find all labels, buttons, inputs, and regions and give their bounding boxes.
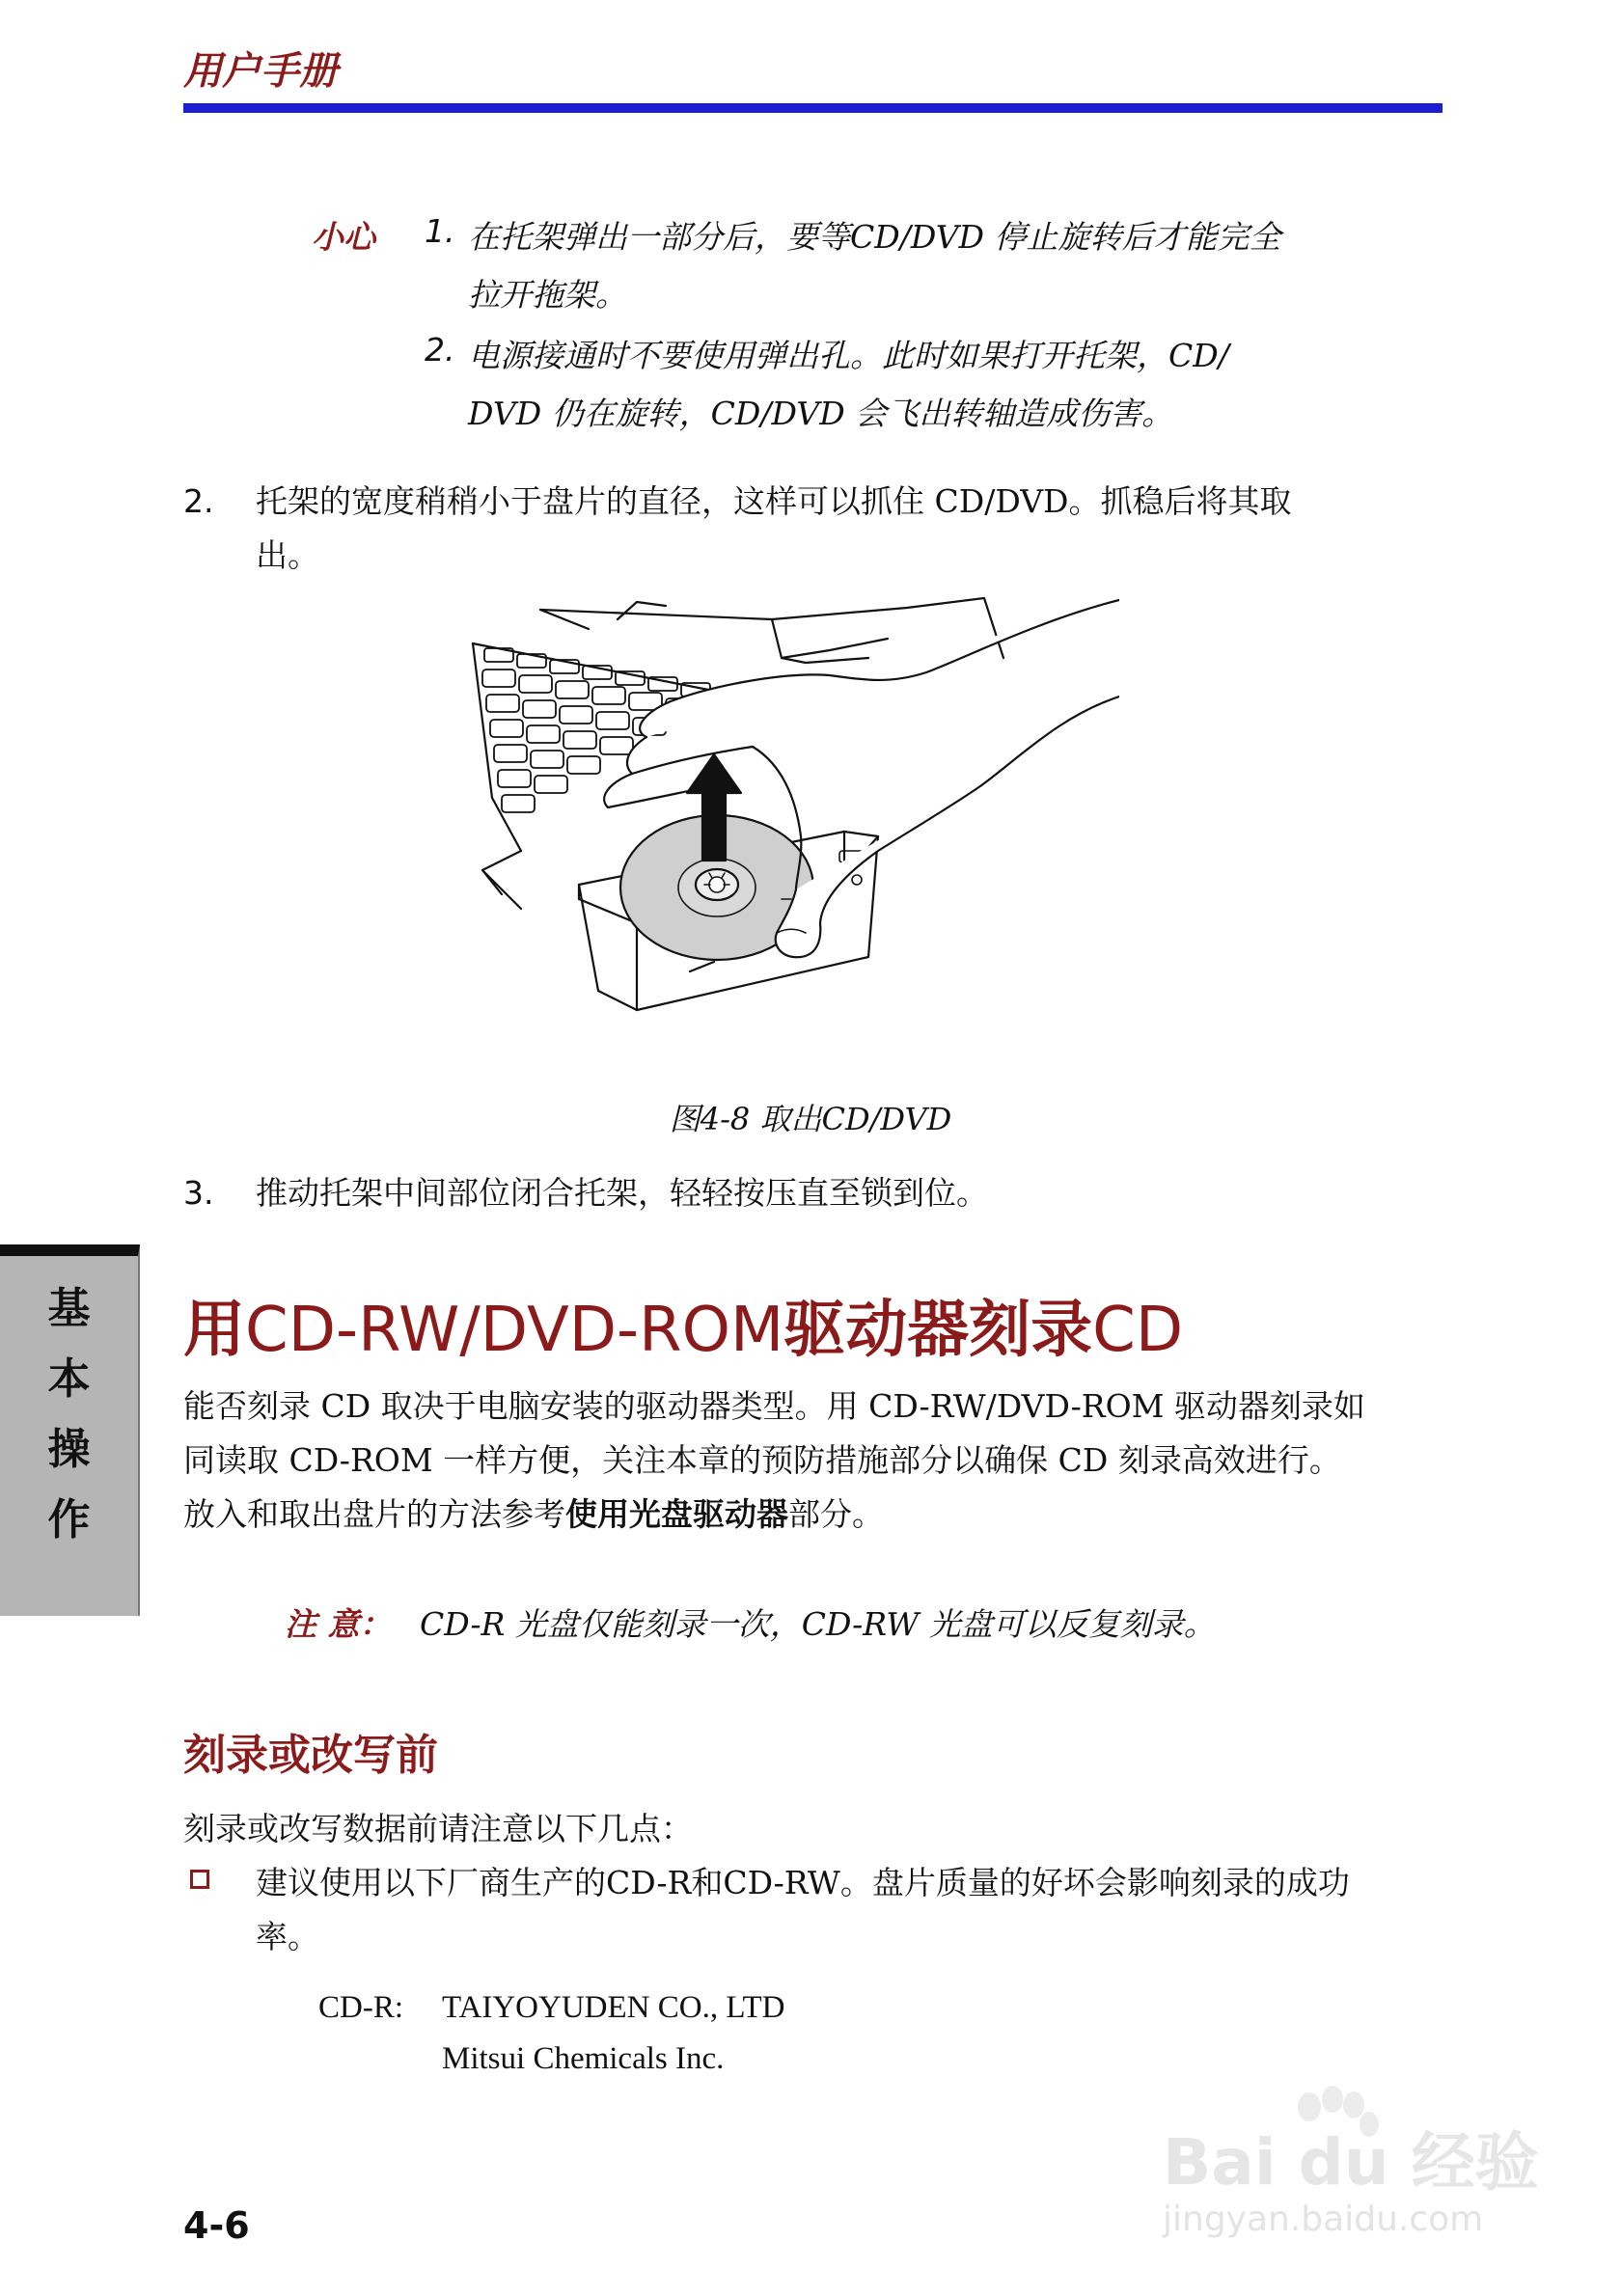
- watermark-url: jingyan.baidu.com: [1163, 2200, 1484, 2239]
- note-text: CD-R 光盘仅能刻录一次，CD-RW 光盘可以反复刻录。: [420, 1605, 1216, 1643]
- section-paragraph-line1: 能否刻录 CD 取决于电脑安装的驱动器类型。用 CD-RW/DVD-ROM 驱动器刻录如: [183, 1387, 1365, 1425]
- section-heading-prefix: 用: [183, 1295, 245, 1366]
- section-paragraph-line3-post: 部分。: [788, 1495, 884, 1533]
- vendor-label: CD-R:: [318, 1990, 404, 2025]
- note-label: 注 意：: [285, 1605, 392, 1643]
- step-2-line1: 托架的宽度稍稍小于盘片的直径，这样可以抓住 CD/DVD。抓稳后将其取: [256, 482, 1292, 520]
- caution-item-2-number: 2.: [425, 331, 455, 369]
- caution-item-1-line1: 在托架弹出一部分后，要等CD/DVD 停止旋转后才能完全: [468, 218, 1281, 256]
- side-tab-char-2: 本: [47, 1354, 91, 1404]
- subsection-heading: 刻录或改写前: [183, 1731, 438, 1780]
- optical-drive-section-link[interactable]: 使用光盘驱动器: [565, 1495, 788, 1533]
- bullet-box-icon: [190, 1870, 209, 1889]
- bullet-line2: 率。: [256, 1918, 319, 1955]
- figure-caption: 图4-8 取出CD/DVD: [669, 1101, 952, 1137]
- caution-label: 小心: [312, 218, 375, 256]
- section-paragraph-line2: 同读取 CD-ROM 一样方便，关注本章的预防措施部分以确保 CD 刻录高效进行。: [183, 1441, 1341, 1479]
- side-tab-char-3: 操: [47, 1425, 91, 1474]
- caution-item-1-line2: 拉开拖架。: [468, 276, 627, 314]
- header-rule: [183, 103, 1442, 113]
- header-title: 用户手册: [183, 49, 338, 94]
- page-number: 4-6: [183, 2204, 250, 2247]
- section-heading-mid: CD-RW/DVD-ROM: [245, 1295, 784, 1366]
- caution-item-2-line1: 电源接通时不要使用弹出孔。此时如果打开托架，CD/: [468, 337, 1229, 374]
- section-heading-suffix: 驱动器刻录: [783, 1295, 1093, 1366]
- bullet-line1: 建议使用以下厂商生产的CD-R和CD-RW。盘片质量的好坏会影响刻录的成功: [256, 1864, 1350, 1901]
- step-3-line1: 推动托架中间部位闭合托架，轻轻按压直至锁到位。: [256, 1174, 988, 1212]
- caution-item-2-line2: DVD 仍在旋转，CD/DVD 会飞出转轴造成伤害。: [468, 395, 1174, 432]
- vendor-1: TAIYOYUDEN CO., LTD: [442, 1990, 785, 2025]
- watermark-brand: Bai du 经验: [1163, 2125, 1539, 2200]
- vendor-2: Mitsui Chemicals Inc.: [442, 2041, 725, 2076]
- step-2-number: 2.: [183, 482, 214, 520]
- chapter-side-tab: [0, 1244, 140, 1616]
- step-2-line2: 出。: [256, 536, 319, 574]
- remove-disc-illustration: [463, 590, 1119, 1073]
- subsection-intro: 刻录或改写数据前请注意以下几点：: [183, 1810, 693, 1847]
- caution-item-1-number: 1.: [425, 212, 455, 250]
- side-tab-char-1: 基: [47, 1284, 91, 1333]
- step-3-number: 3.: [183, 1174, 214, 1212]
- section-paragraph-line3-pre: 放入和取出盘片的方法参考: [183, 1495, 565, 1533]
- section-heading-end: CD: [1092, 1295, 1184, 1366]
- section-paragraph-line3: [183, 1488, 884, 1542]
- section-heading: [183, 1280, 1183, 1369]
- side-tab-char-4: 作: [47, 1495, 91, 1544]
